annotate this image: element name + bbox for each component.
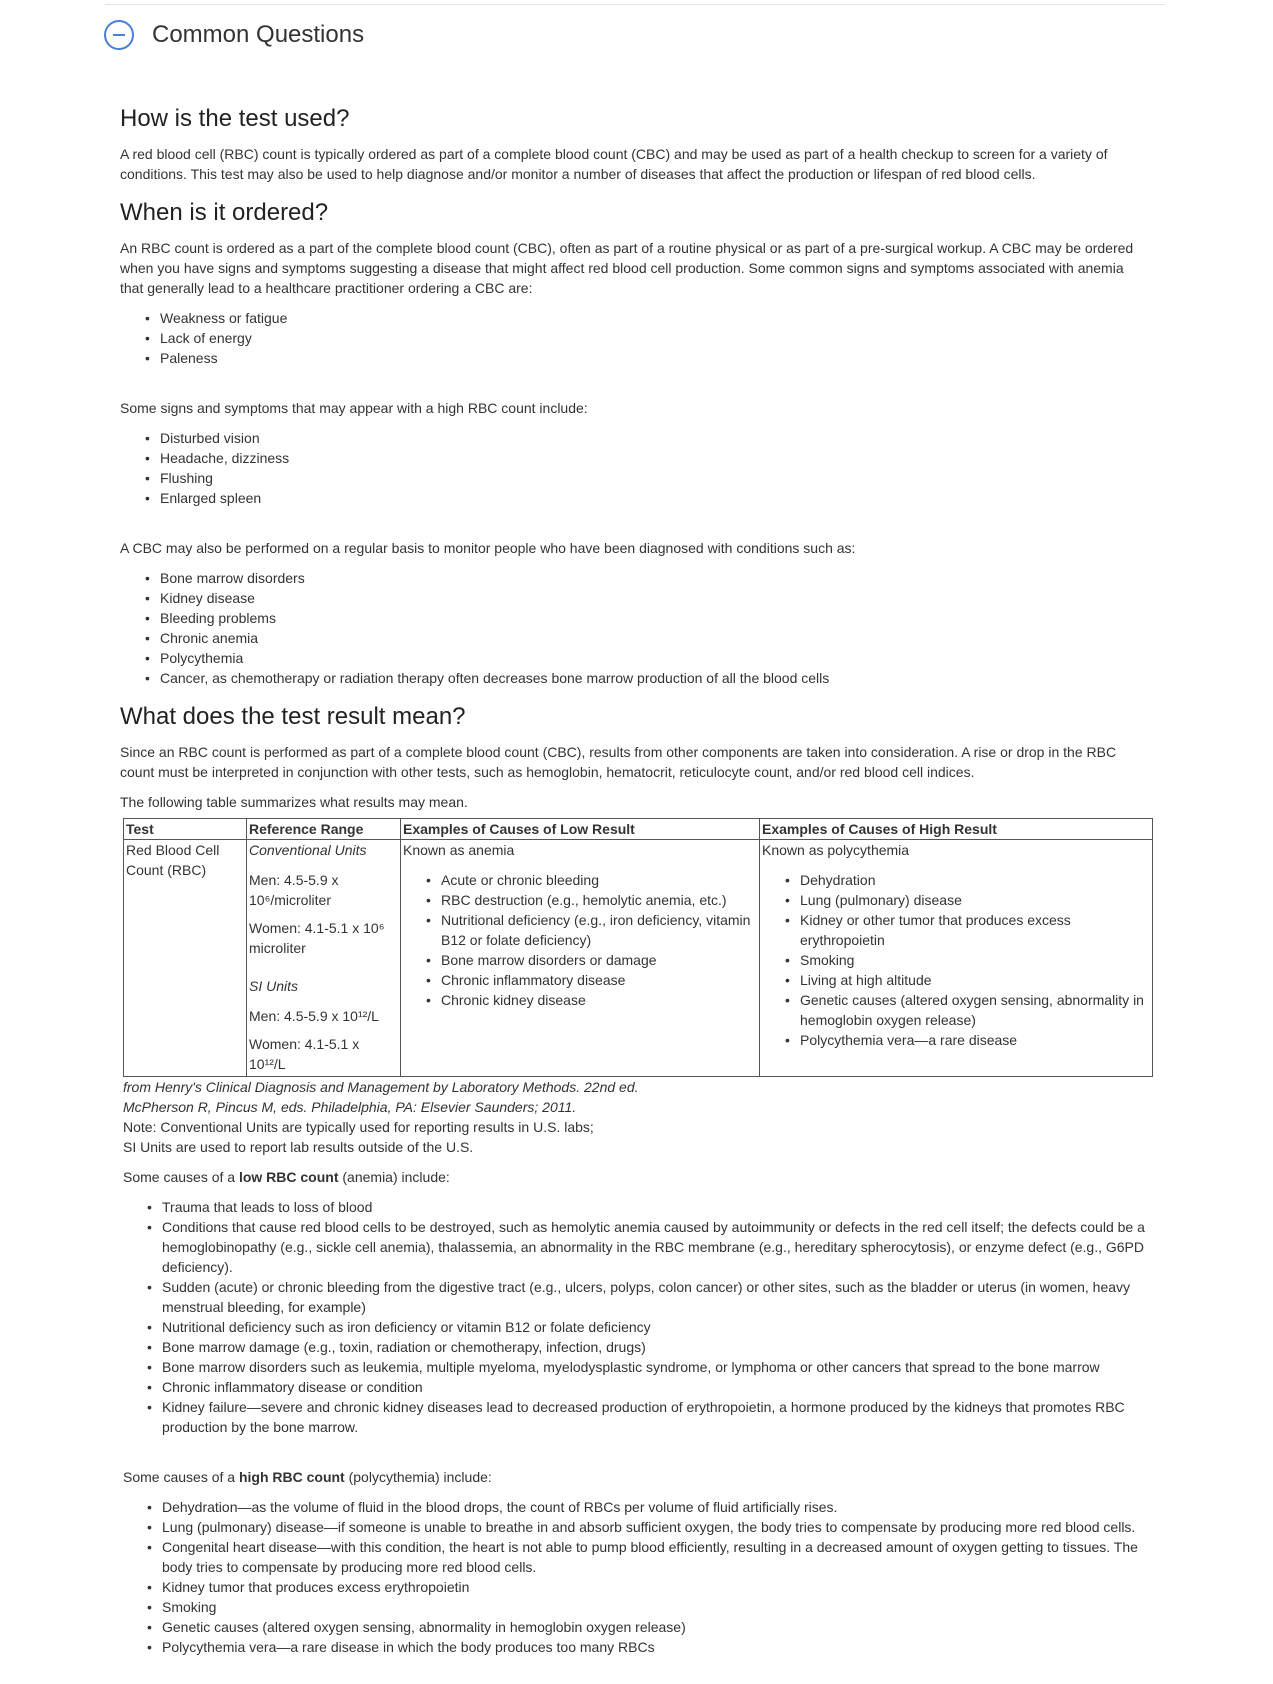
list-item: • Flushing	[160, 468, 1150, 488]
list-item: • Nutritional deficiency such as iron deficiency or vitamin B12 or folate deficiency	[162, 1317, 1150, 1337]
test-name-cell: Red Blood Cell Count (RBC)	[124, 840, 247, 1077]
list-item: • Bleeding problems	[160, 608, 1150, 628]
low-result-label: Known as anemia	[403, 842, 515, 858]
list-item: • Lung (pulmonary) disease	[800, 890, 1150, 910]
list-item: • Chronic inflammatory disease	[441, 970, 757, 990]
list-item: • Lung (pulmonary) disease—if someone is unable to breathe in and absorb sufficient oxygen, the body tries to compensate by producing more red blood cells.	[162, 1517, 1150, 1537]
collapse-icon[interactable]	[104, 20, 134, 50]
list-item: • Sudden (acute) or chronic bleeding from the digestive tract (e.g., ulcers, polyps, colon cancer) or other sites, such as the bladder or uterus (in women, heavy menstrual bleeding, for example)	[162, 1277, 1150, 1317]
list-item: • Smoking	[800, 950, 1150, 970]
si-units-label: SI Units	[249, 978, 299, 994]
high-causes-intro: Some causes of a high RBC count (polycythemia) include:	[123, 1469, 492, 1485]
monitor-intro: A CBC may also be performed on a regular basis to monitor people who have been diagnosed with conditions such as:	[120, 540, 856, 556]
list-item: • Disturbed vision	[160, 428, 1150, 448]
ref-si-women: Women: 4.1-5.1 x 10¹²/L	[249, 1036, 360, 1072]
when-ordered-intro: An RBC count is ordered as a part of the complete blood count (CBC), often as part of a routine physical or as part of a pre-surgical workup. A CBC may be ordered when you have signs and symptoms suggesting a disease that might affect red blood cell production. Some common signs and symptoms associated with anemia that generally lead to a healthcare practitioner ordering a CBC are:	[120, 240, 1134, 296]
units-note: SI Units are used to report lab results outside of the U.S.	[123, 1139, 474, 1155]
list-item: • Chronic anemia	[160, 628, 1150, 648]
monitor-conditions-list	[120, 568, 1150, 688]
high-result-cell	[760, 840, 1153, 1077]
list-item: • Bone marrow disorders	[160, 568, 1150, 588]
high-causes-list	[120, 1497, 1150, 1657]
list-item: • Acute or chronic bleeding	[441, 870, 757, 890]
column-header: Examples of Causes of Low Result	[401, 819, 760, 840]
list-item: • Bone marrow damage (e.g., toxin, radiation or chemotherapy, infection, drugs)	[162, 1337, 1150, 1357]
table-header-row	[124, 819, 1153, 840]
high-symptoms-list	[120, 428, 1150, 508]
list-item: • Genetic causes (altered oxygen sensing, abnormality in hemoglobin oxygen release)	[162, 1617, 1150, 1637]
conventional-units-label: Conventional Units	[249, 842, 367, 858]
list-item: • Cancer, as chemotherapy or radiation therapy often decreases bone marrow production of all the blood cells	[160, 668, 1150, 688]
high-symptoms-intro: Some signs and symptoms that may appear with a high RBC count include:	[120, 400, 588, 416]
citation	[123, 1077, 1150, 1157]
list-item: • Kidney failure—severe and chronic kidney diseases lead to decreased production of erythropoietin, a hormone produced by the kidneys that promotes RBC production by the bone marrow.	[162, 1397, 1150, 1437]
low-causes-list	[120, 1197, 1150, 1437]
list-item: • Living at high altitude	[800, 970, 1150, 990]
list-item: • Headache, dizziness	[160, 448, 1150, 468]
heading-test-used: How is the test used?	[120, 105, 350, 132]
accordion-header[interactable]	[104, 20, 364, 50]
list-item: • Congenital heart disease—with this condition, the heart is not able to pump blood efficiently, resulting in a decreased amount of oxygen getting to tissues. The body tries to compensate by producing more red blood cells.	[162, 1537, 1150, 1577]
low-causes-intro: Some causes of a low RBC count (anemia) include:	[123, 1169, 450, 1185]
list-item: • Nutritional deficiency (e.g., iron deficiency, vitamin B12 or folate deficiency)	[441, 910, 757, 950]
column-header: Reference Range	[247, 819, 401, 840]
heading-result-meaning: What does the test result mean?	[120, 703, 466, 730]
list-item: • Kidney disease	[160, 588, 1150, 608]
table-intro: The following table summarizes what results may mean.	[120, 794, 468, 810]
list-item: • Polycythemia vera—a rare disease in which the body produces too many RBCs	[162, 1637, 1150, 1657]
list-item: • Paleness	[160, 348, 1150, 368]
anemia-symptoms-list	[120, 308, 1150, 368]
list-item: • Bone marrow disorders or damage	[441, 950, 757, 970]
result-meaning-text: Since an RBC count is performed as part of a complete blood count (CBC), results from other components are taken into consideration. A rise or drop in the RBC count must be interpreted in conjunction with other tests, such as hemoglobin, hematocrit, reticulocyte count, and/or red blood cell indices.	[120, 744, 1117, 780]
citation-line: McPherson R, Pincus M, eds. Philadelphia, PA: Elsevier Saunders; 2011.	[123, 1099, 577, 1115]
list-item: • Kidney or other tumor that produces excess erythropoietin	[800, 910, 1150, 950]
low-result-cell	[401, 840, 760, 1077]
list-item: • RBC destruction (e.g., hemolytic anemia, etc.)	[441, 890, 757, 910]
list-item: • Kidney tumor that produces excess erythropoietin	[162, 1577, 1150, 1597]
accordion-content	[120, 104, 1150, 1669]
ref-conv-men: Men: 4.5-5.9 x 10⁶/microliter	[249, 872, 339, 908]
list-item: • Conditions that cause red blood cells to be destroyed, such as hemolytic anemia caused by autoimmunity or defects in the red cell itself; the defects could be a hemoglobinopathy (e.g., sickle cell anemia), thalassemia, an abnormality in the RBC membrane (e.g., hereditary spherocytosis), or enzyme defect (e.g., G6PD deficiency).	[162, 1217, 1150, 1277]
column-header: Test	[124, 819, 247, 840]
high-result-list	[762, 870, 1150, 1050]
ref-si-men: Men: 4.5-5.9 x 10¹²/L	[249, 1008, 379, 1024]
list-item: • Bone marrow disorders such as leukemia, multiple myeloma, myelodysplastic syndrome, or lymphoma or other cancers that spread to the bone marrow	[162, 1357, 1150, 1377]
list-item: • Lack of energy	[160, 328, 1150, 348]
list-item: • Chronic inflammatory disease or condition	[162, 1377, 1150, 1397]
list-item: • Genetic causes (altered oxygen sensing, abnormality in hemoglobin oxygen release)	[800, 990, 1150, 1030]
reference-range-cell	[247, 840, 401, 1077]
list-item: • Trauma that leads to loss of blood	[162, 1197, 1150, 1217]
test-used-text: A red blood cell (RBC) count is typically ordered as part of a complete blood count (CBC) and may be used as part of a health checkup to screen for a variety of conditions. This test may also be used to help diagnose and/or monitor a number of diseases that affect the production or lifespan of red blood cells.	[120, 146, 1108, 182]
citation-line: from Henry's Clinical Diagnosis and Management by Laboratory Methods. 22nd ed.	[123, 1079, 639, 1095]
units-note: Note: Conventional Units are typically used for reporting results in U.S. labs;	[123, 1119, 594, 1135]
list-item: • Dehydration—as the volume of fluid in the blood drops, the count of RBCs per volume of fluid artificially rises.	[162, 1497, 1150, 1517]
list-item: • Dehydration	[800, 870, 1150, 890]
high-result-label: Known as polycythemia	[762, 842, 910, 858]
top-divider	[105, 4, 1165, 5]
accordion-title: Common Questions	[152, 21, 365, 48]
list-item: • Polycythemia	[160, 648, 1150, 668]
column-header: Examples of Causes of High Result	[760, 819, 1153, 840]
list-item: • Smoking	[162, 1597, 1150, 1617]
heading-when-ordered: When is it ordered?	[120, 199, 329, 226]
list-item: • Enlarged spleen	[160, 488, 1150, 508]
table-row	[124, 840, 1153, 1077]
list-item: • Weakness or fatigue	[160, 308, 1150, 328]
list-item: • Chronic kidney disease	[441, 990, 757, 1010]
ref-conv-women: Women: 4.1-5.1 x 10⁶ microliter	[249, 920, 385, 956]
low-result-list	[403, 870, 757, 1010]
results-table	[123, 818, 1153, 1077]
list-item: • Polycythemia vera—a rare disease	[800, 1030, 1150, 1050]
